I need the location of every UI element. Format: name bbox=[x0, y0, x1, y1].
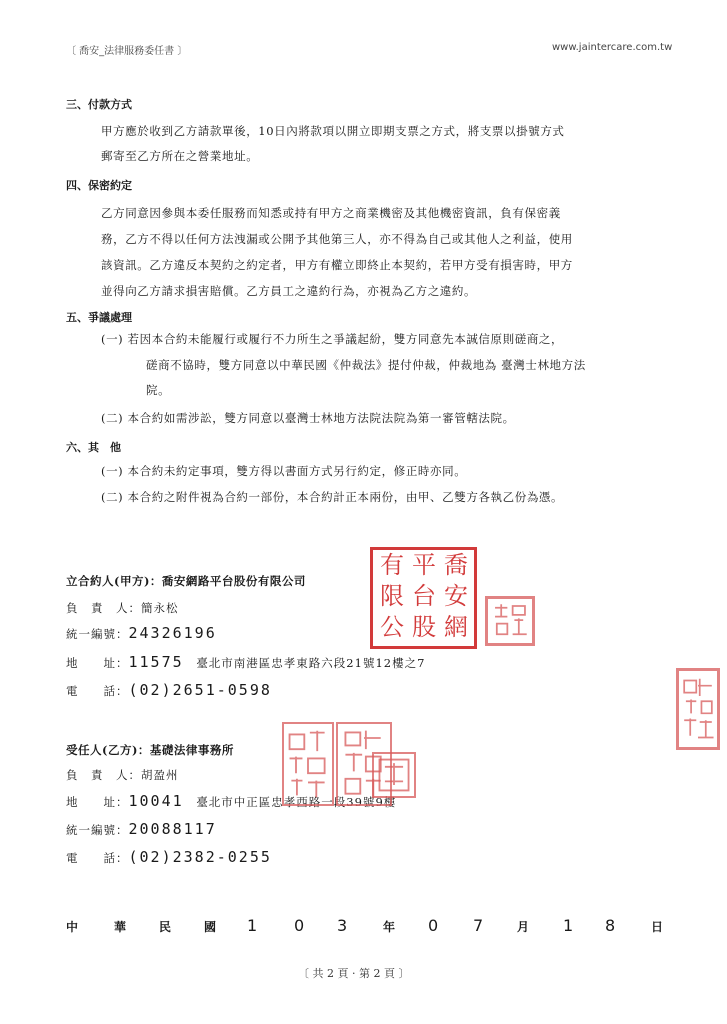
date-char-hua: 華 bbox=[114, 920, 127, 934]
party-a-rep: 簡永松 bbox=[141, 601, 179, 615]
section-6-title: 六、其 他 bbox=[66, 441, 121, 454]
party-b-id: 20088117 bbox=[128, 820, 217, 838]
party-b-rep-label: 負 責 人： bbox=[66, 768, 141, 782]
margin-seal bbox=[676, 668, 720, 750]
party-a-name: 喬安網路平台股份有限公司 bbox=[161, 574, 306, 588]
party-b-rep-row bbox=[66, 767, 179, 783]
section-4-title: 四、保密約定 bbox=[66, 179, 132, 192]
party-b-label-row bbox=[66, 742, 234, 758]
party-a-tel-label: 電 話： bbox=[66, 684, 129, 698]
seal-char: 喬 bbox=[444, 551, 468, 579]
seal-char: 網 bbox=[444, 613, 468, 641]
party-a-id: 24326196 bbox=[128, 624, 217, 642]
section-5-item-1-line: 磋商不協時，雙方同意以中華民國《仲裁法》提付仲裁，仲裁地為 臺灣士林地方法 bbox=[146, 358, 586, 372]
party-a-id-label: 統一編號： bbox=[66, 627, 129, 641]
party-a-address-row bbox=[66, 653, 425, 671]
date-year-digit: 1 bbox=[247, 916, 258, 935]
party-a-rep-label: 負 責 人： bbox=[66, 601, 141, 615]
seal-char: 有 bbox=[380, 551, 404, 579]
party-a-id-row bbox=[66, 624, 217, 642]
section-6-item-2: (二) 本合約之附件視為合約一部份，本合約計正本兩份，由甲、乙雙方各執乙份為憑。 bbox=[101, 490, 564, 504]
party-a-addr-label: 地 址： bbox=[66, 656, 129, 670]
party-b-tel-row bbox=[66, 848, 272, 866]
section-4-line: 務，乙方不得以任何方法洩漏或公開予其他第三人，亦不得為自己或其他人之利益，使用 bbox=[101, 232, 573, 246]
party-a-tel-row bbox=[66, 681, 272, 699]
seal-char: 平 bbox=[412, 551, 436, 579]
date-year-digit: 0 bbox=[294, 916, 305, 935]
doc-header-title: 〔 喬安_法律服務委任書 〕 bbox=[66, 46, 188, 57]
party-b-id-row bbox=[66, 820, 217, 838]
party-b-zip: 10041 bbox=[128, 792, 184, 810]
section-4-line: 並得向乙方請求損害賠償。乙方員工之違約行為，亦視為乙方之違約。 bbox=[101, 284, 477, 298]
party-b-tel-label: 電 話： bbox=[66, 851, 129, 865]
seal-char: 股 bbox=[412, 613, 436, 641]
date-day-digit: 8 bbox=[605, 916, 616, 935]
party-b-rep: 胡盈州 bbox=[141, 768, 179, 782]
party-b-address: 臺北市中正區忠孝西路一段39號9樓 bbox=[196, 795, 397, 809]
section-4-line: 該資訊。乙方違反本契約之約定者，甲方有權立即終止本契約，若甲方受有損害時，甲方 bbox=[101, 258, 573, 272]
party-a-label-row bbox=[66, 573, 306, 589]
section-5-item-1-line: 院。 bbox=[146, 383, 171, 397]
date-month-label: 月 bbox=[517, 920, 530, 934]
date-month-digit: 0 bbox=[428, 916, 439, 935]
seal-char: 安 bbox=[444, 582, 468, 610]
party-b-seal-1 bbox=[282, 722, 334, 806]
party-a-personal-seal bbox=[485, 596, 535, 646]
section-3-line: 甲方應於收到乙方請款單後，10日內將款項以開立即期支票之方式，將支票以掛號方式 bbox=[101, 124, 565, 138]
page-footer: 〔 共 2 頁 · 第 2 頁 〕 bbox=[298, 967, 410, 980]
party-b-tel: (02)2382-0255 bbox=[128, 848, 272, 866]
party-a-seal-chars bbox=[376, 551, 474, 647]
party-a-tel: (02)2651-0598 bbox=[128, 681, 272, 699]
date-char-zhong: 中 bbox=[66, 920, 79, 934]
date-char-guo: 國 bbox=[204, 920, 217, 934]
seal-char: 台 bbox=[412, 582, 436, 610]
section-5-item-2: (二) 本合約如需涉訟，雙方同意以臺灣士林地方法院法院為第一審管轄法院。 bbox=[101, 411, 515, 425]
section-5-item-1-line: (一) 若因本合約未能履行或履行不力所生之爭議起紛，雙方同意先本誠信原則磋商之， bbox=[101, 332, 564, 346]
party-a-zip: 11575 bbox=[128, 653, 184, 671]
date-day-label: 日 bbox=[651, 920, 664, 934]
date-year-digit: 3 bbox=[337, 916, 348, 935]
party-b-rep-seal bbox=[372, 752, 416, 798]
date-char-min: 民 bbox=[159, 920, 172, 934]
section-6-item-1: (一) 本合約未約定事項，雙方得以書面方式另行約定，修正時亦同。 bbox=[101, 464, 467, 478]
seal-char: 限 bbox=[380, 582, 404, 610]
date-month-digit: 7 bbox=[473, 916, 484, 935]
date-day-digit: 1 bbox=[563, 916, 574, 935]
party-b-name: 基礎法律事務所 bbox=[149, 743, 234, 757]
party-a-label: 立合約人(甲方)： bbox=[66, 574, 162, 588]
party-a-rep-row bbox=[66, 600, 179, 616]
seal-char: 公 bbox=[380, 613, 404, 641]
section-3-title: 三、付款方式 bbox=[66, 98, 132, 111]
section-5-title: 五、爭議處理 bbox=[66, 311, 132, 324]
party-b-addr-label: 地 址： bbox=[66, 795, 129, 809]
party-b-label: 受任人(乙方)： bbox=[66, 743, 150, 757]
doc-header-url: www.jaintercare.com.tw bbox=[552, 42, 673, 53]
party-b-id-label: 統一編號： bbox=[66, 823, 129, 837]
section-3-line: 郵寄至乙方所在之營業地址。 bbox=[101, 149, 259, 163]
date-year-label: 年 bbox=[383, 920, 396, 934]
section-4-line: 乙方同意因參與本委任服務而知悉或持有甲方之商業機密及其他機密資訊，負有保密義 bbox=[101, 206, 561, 220]
party-a-address: 臺北市南港區忠孝東路六段21號12樓之7 bbox=[196, 656, 426, 670]
